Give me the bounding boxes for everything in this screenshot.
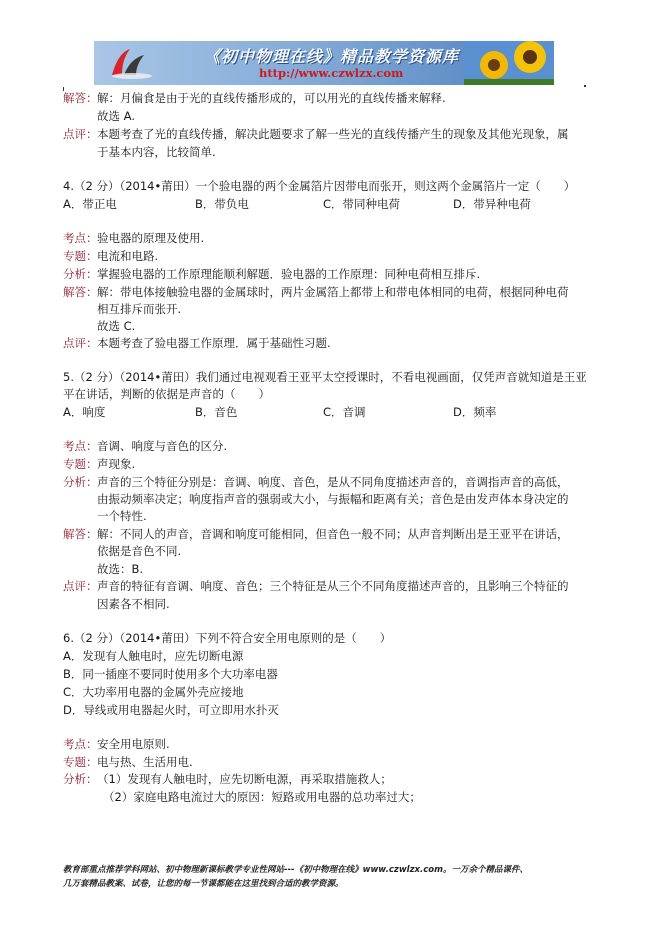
q5-comment-cont: 因素各不相同. [97, 597, 170, 611]
q5-answer: 解答：解：不同人的声音，音调和响度可能相同，但音色一般不同；从声音判断出是王亚平在讲话， [63, 527, 569, 541]
q5-stem: 5.（2 分）（2014•莆田）我们通过电视观看王亚平太空授课时，不看电视画面，仅凭声音就知道是王亚 [63, 370, 587, 384]
q4-option-b: B．带负电 [195, 197, 249, 211]
q5-option-c: C．音调 [323, 405, 366, 419]
footer-line-1: 教育部重点推荐学科网站、初中物理新课标教学专业性网站---《初中物理在线》www.czwlzx.com。一万余个精品课件、 [63, 865, 528, 875]
q3-answer: 解答：解：月偏食是由于光的直线传播形成的，可以用光的直线传播来解释. [63, 91, 446, 105]
q6-option-d: D．导线或用电器起火时，可立即用水扑灭 [63, 703, 279, 717]
q5-option-a: A．响度 [63, 405, 106, 419]
q6-fenxi: 分析：（1）发现有人触电时，应先切断电源，再采取措施救人； [63, 772, 392, 786]
q4-answer-choice: 故选 C. [97, 319, 136, 333]
sunflower-image [464, 41, 554, 85]
q4-option-c: C．带同种电荷 [323, 197, 401, 211]
q6-stem: 6.（2 分）（2014•莆田）下列不符合安全用电原则的是（ ） [63, 631, 392, 645]
q5-answer-choice: 故选：B. [97, 562, 144, 576]
banner-url[interactable]: http://www.czwlzx.com [259, 66, 404, 80]
site-logo [108, 45, 154, 81]
q4-kaodian: 考点：验电器的原理及使用. [63, 231, 205, 245]
banner-title: 《初中物理在线》精品教学资源库 [204, 47, 460, 66]
decor-dot [584, 85, 586, 87]
q5-fenxi-cont: 由振动频率决定；响度指声音的强弱或大小，与振幅和距离有关；音色是由发声体本身决定的 [97, 492, 569, 506]
q4-fenxi: 分析：掌握验电器的工作原理能顺利解题．验电器的工作原理：同种电荷相互排斥. [63, 267, 481, 281]
q4-answer: 解答：解：带电体接触验电器的金属球时，两片金属箔上都带上和带电体相同的电荷，根据同种电荷 [63, 285, 569, 299]
q6-kaodian: 考点：安全用电原则. [63, 737, 170, 751]
q4-comment: 点评：本题考查了验电器工作原理．属于基础性习题. [63, 336, 331, 350]
q6-option-b: B．同一插座不要同时使用多个大功率电器 [63, 667, 278, 681]
q3-comment: 点评：本题考查了光的直线传播，解决此题要求了解一些光的直线传播产生的现象及其他光现象，属 [63, 127, 569, 141]
q6-option-a: A．发现有人触电时，应先切断电源 [63, 649, 244, 663]
q6-zhuanti: 专题：电与热、生活用电. [63, 755, 193, 769]
q3-answer-choice: 故选 A. [97, 109, 135, 123]
q5-comment: 点评：声音的特征有音调、响度、音色；三个特征是从三个不同角度描述声音的，且影响三个特征的 [63, 579, 569, 593]
footer-line-2: 几万套精品教案、试卷，让您的每一节课都能在这里找到合适的教学资源。 [63, 879, 344, 889]
q3-comment-cont: 于基本内容，比较简单. [97, 145, 216, 159]
q4-option-a: A．带正电 [63, 197, 117, 211]
q4-zhuanti: 专题：电流和电路. [63, 249, 159, 263]
q6-fenxi-cont: （2）家庭电路电流过大的原因：短路或用电器的总功率过大； [103, 790, 421, 804]
q5-zhuanti: 专题：声现象. [63, 457, 136, 471]
q5-answer-cont: 依据是音色不同. [97, 544, 182, 558]
q5-option-b: B．音色 [195, 405, 238, 419]
q5-kaodian: 考点：音调、响度与音色的区分. [63, 439, 228, 453]
q4-stem: 4.（2 分）（2014•莆田）一个验电器的两个金属箔片因带电而张开，则这两个金属箔片一定（ ） [63, 179, 576, 193]
q5-fenxi-cont2: 一个特性. [97, 509, 147, 523]
q5-fenxi: 分析：声音的三个特征分别是：音调、响度、音色，是从不同角度描述声音的，音调指声音的高低， [63, 475, 569, 489]
q5-stem-cont: 平在讲话，判断的依据是声音的（ ） [63, 387, 270, 401]
q5-option-d: D．频率 [453, 405, 497, 419]
q4-option-d: D．带异种电荷 [453, 197, 531, 211]
header-banner [94, 41, 554, 85]
q4-answer-cont: 相互排斥而张开. [97, 302, 182, 316]
q6-option-c: C．大功率用电器的金属外壳应接地 [63, 685, 244, 699]
